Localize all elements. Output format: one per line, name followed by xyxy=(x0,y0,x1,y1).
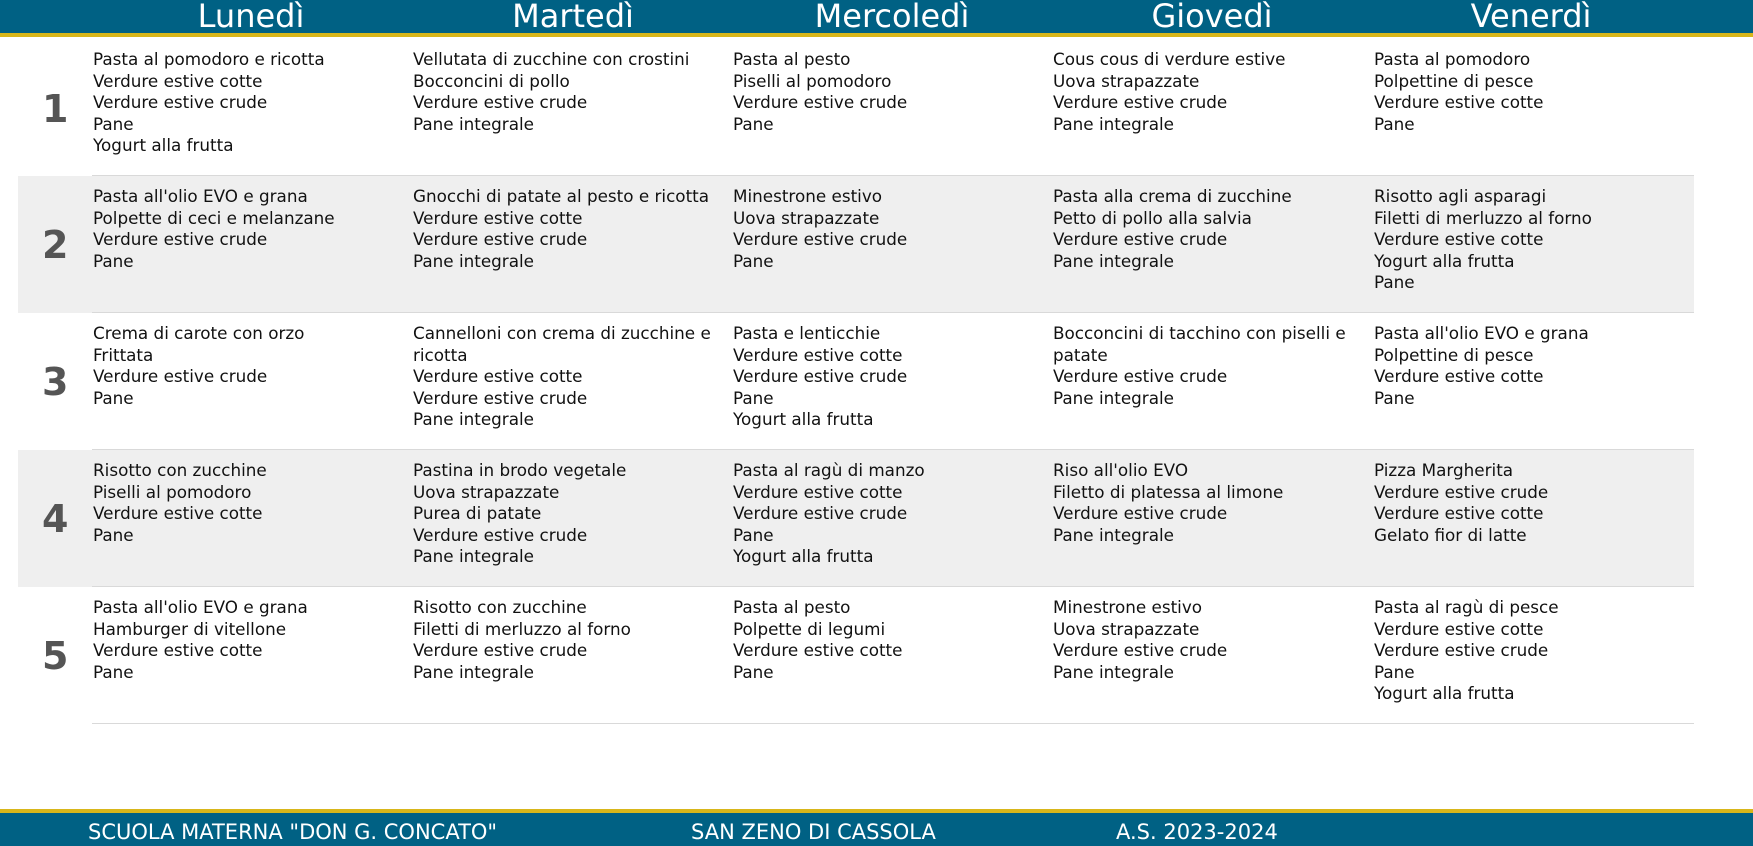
footer-bar xyxy=(0,809,1753,846)
menu-dish: Pane integrale xyxy=(1053,661,1174,682)
menu-dish: Purea di patate xyxy=(413,503,542,523)
day-title-friday: Venerdì xyxy=(1470,0,1592,35)
menu-dish: Verdure estive crude xyxy=(1053,503,1228,523)
menu-dish: Pasta al pesto xyxy=(733,597,851,617)
menu-dish: Cous cous di verdure estive xyxy=(1053,49,1286,69)
week-number-3: 3 xyxy=(42,360,69,404)
menu-dish: Minestrone estivo xyxy=(1053,597,1203,617)
menu-dish: Verdure estive crude xyxy=(1374,640,1549,660)
menu-cell-week-3-wednesday xyxy=(733,323,1033,431)
menu-dish: Piselli al pomodoro xyxy=(93,481,252,502)
menu-dish: Pane xyxy=(93,113,134,134)
menu-dish: Verdure estive cotte xyxy=(1374,503,1544,523)
menu-dish: Pane integrale xyxy=(1053,250,1174,271)
weekday-header xyxy=(0,0,1753,37)
menu-dish: Vellutata di zucchine con crostini xyxy=(413,49,690,69)
day-title-tuesday: Martedì xyxy=(512,0,634,35)
menu-dish: Verdure estive crude xyxy=(93,229,268,249)
menu-dish: Verdure estive crude xyxy=(1053,640,1228,660)
menu-dish: Gelato fior di latte xyxy=(1374,524,1527,545)
menu-dish: Yogurt alla frutta xyxy=(93,135,234,155)
menu-dish: Bocconcini di pollo xyxy=(413,70,570,91)
menu-dish: Verdure estive cotte xyxy=(733,344,903,365)
menu-dish: Piselli al pomodoro xyxy=(733,70,892,91)
menu-dish: Pane xyxy=(733,250,774,271)
menu-dish: Pasta alla crema di zucchine xyxy=(1053,186,1292,206)
menu-dish: Pane xyxy=(733,387,774,408)
menu-dish: Verdure estive crude xyxy=(1374,481,1549,502)
menu-dish: Pane xyxy=(93,250,134,271)
menu-cell-week-5-tuesday xyxy=(413,597,713,683)
menu-cell-week-5-thursday xyxy=(1053,597,1353,683)
menu-dish: Pasta al pesto xyxy=(733,49,851,69)
menu-dish: Filetto di platessa al limone xyxy=(1053,481,1284,502)
day-title-thursday: Giovedì xyxy=(1151,0,1273,35)
menu-cell-week-2-monday xyxy=(93,186,393,272)
menu-dish: Risotto agli asparagi xyxy=(1374,186,1547,206)
menu-cell-week-4-thursday xyxy=(1053,460,1353,546)
row-divider xyxy=(92,723,1694,724)
week-number-5: 5 xyxy=(42,634,69,678)
menu-dish: Pasta al ragù di manzo xyxy=(733,460,925,480)
menu-dish: Verdure estive cotte xyxy=(733,640,903,660)
menu-cell-week-3-monday xyxy=(93,323,393,409)
menu-dish: Minestrone estivo xyxy=(733,186,883,206)
menu-dish: Verdure estive cotte xyxy=(413,207,583,228)
menu-dish: Verdure estive crude xyxy=(1053,92,1228,112)
menu-dish: Petto di pollo alla salvia xyxy=(1053,207,1252,228)
menu-dish: Yogurt alla frutta xyxy=(1374,250,1515,271)
menu-dish: Verdure estive crude xyxy=(413,229,588,249)
menu-cell-week-3-friday xyxy=(1374,323,1674,409)
menu-dish: Verdure estive crude xyxy=(93,366,268,386)
menu-dish: Pizza Margherita xyxy=(1374,460,1514,480)
menu-dish: Verdure estive crude xyxy=(733,229,908,249)
week-number-4: 4 xyxy=(42,497,69,541)
menu-dish: Cannelloni con crema di zucchine e ricotta xyxy=(413,323,711,365)
menu-dish: Polpette di ceci e melanzane xyxy=(93,207,335,228)
menu-dish: Pastina in brodo vegetale xyxy=(413,460,627,480)
day-title-monday: Lunedì xyxy=(197,0,305,35)
menu-cell-week-2-tuesday xyxy=(413,186,713,272)
menu-dish: Verdure estive cotte xyxy=(1374,229,1544,249)
menu-cell-week-1-thursday xyxy=(1053,49,1353,135)
menu-dish: Filetti di merluzzo al forno xyxy=(413,618,631,639)
menu-dish: Verdure estive crude xyxy=(93,92,268,112)
menu-dish: Verdure estive cotte xyxy=(93,640,263,660)
menu-dish: Pasta al pomodoro e ricotta xyxy=(93,49,325,69)
menu-dish: Pane xyxy=(93,661,134,682)
menu-dish: Uova strapazzate xyxy=(1053,618,1200,639)
menu-dish: Pane integrale xyxy=(413,250,534,271)
menu-dish: Pasta all'olio EVO e grana xyxy=(93,186,308,206)
menu-dish: Verdure estive crude xyxy=(1053,366,1228,386)
menu-dish: Gnocchi di patate al pesto e ricotta xyxy=(413,186,710,206)
menu-dish: Polpette di legumi xyxy=(733,618,886,639)
menu-dish: Pasta al ragù di pesce xyxy=(1374,597,1559,617)
menu-dish: Verdure estive crude xyxy=(413,92,588,112)
menu-dish: Verdure estive cotte xyxy=(1374,92,1544,112)
menu-dish: Verdure estive cotte xyxy=(93,70,263,91)
week-number-1: 1 xyxy=(42,87,69,131)
menu-cell-week-4-friday xyxy=(1374,460,1674,546)
menu-dish: Pane integrale xyxy=(413,661,534,682)
menu-cell-week-5-monday xyxy=(93,597,393,683)
menu-dish: Pane xyxy=(1374,272,1415,292)
menu-cell-week-5-wednesday xyxy=(733,597,1033,683)
week-number-2: 2 xyxy=(42,223,69,267)
menu-cell-week-3-tuesday xyxy=(413,323,713,431)
menu-dish: Frittata xyxy=(93,344,154,365)
menu-cell-week-5-friday xyxy=(1374,597,1674,705)
menu-dish: Pane xyxy=(93,524,134,545)
menu-dish: Pasta all'olio EVO e grana xyxy=(93,597,308,617)
menu-dish: Hamburger di vitellone xyxy=(93,618,287,639)
menu-dish: Riso all'olio EVO xyxy=(1053,460,1189,480)
menu-dish: Verdure estive crude xyxy=(413,387,588,408)
menu-dish: Verdure estive crude xyxy=(413,640,588,660)
menu-dish: Verdure estive cotte xyxy=(733,481,903,502)
menu-dish: Yogurt alla frutta xyxy=(733,409,874,429)
menu-dish: Uova strapazzate xyxy=(733,207,880,228)
menu-dish: Pane xyxy=(733,113,774,134)
menu-dish: Pane integrale xyxy=(1053,387,1174,408)
menu-dish: Yogurt alla frutta xyxy=(1374,683,1515,703)
menu-dish: Risotto con zucchine xyxy=(93,460,267,480)
menu-cell-week-4-monday xyxy=(93,460,393,546)
school-location: SAN ZENO DI CASSOLA xyxy=(691,820,936,844)
menu-dish: Pane xyxy=(93,387,134,408)
menu-dish: Risotto con zucchine xyxy=(413,597,587,617)
menu-dish: Crema di carote con orzo xyxy=(93,323,305,343)
menu-cell-week-2-friday xyxy=(1374,186,1674,294)
menu-dish: Pane xyxy=(733,524,774,545)
menu-dish: Pane xyxy=(1374,113,1415,134)
menu-dish: Pane integrale xyxy=(413,546,534,566)
menu-cell-week-2-wednesday xyxy=(733,186,1033,272)
menu-dish: Verdure estive crude xyxy=(413,524,588,545)
menu-dish: Uova strapazzate xyxy=(413,481,560,502)
menu-dish: Bocconcini di tacchino con piselli e patate xyxy=(1053,323,1346,365)
menu-dish: Verdure estive crude xyxy=(733,92,908,112)
menu-dish: Pane xyxy=(1374,387,1415,408)
menu-dish: Pane xyxy=(1374,661,1415,682)
menu-dish: Verdure estive cotte xyxy=(93,503,263,523)
menu-dish: Pasta al pomodoro xyxy=(1374,49,1531,69)
menu-dish: Verdure estive crude xyxy=(733,366,908,386)
menu-dish: Pane integrale xyxy=(413,409,534,429)
menu-cell-week-2-thursday xyxy=(1053,186,1353,272)
menu-dish: Pane xyxy=(733,661,774,682)
menu-dish: Verdure estive cotte xyxy=(1374,618,1544,639)
menu-dish: Verdure estive crude xyxy=(733,503,908,523)
menu-cell-week-1-tuesday xyxy=(413,49,713,135)
menu-dish: Verdure estive cotte xyxy=(413,366,583,386)
menu-dish: Polpettine di pesce xyxy=(1374,344,1534,365)
menu-cell-week-4-tuesday xyxy=(413,460,713,568)
school-year: A.S. 2023-2024 xyxy=(1116,820,1278,844)
menu-dish: Pane integrale xyxy=(413,113,534,134)
menu-dish: Polpettine di pesce xyxy=(1374,70,1534,91)
weekly-menu-table xyxy=(0,39,1753,725)
menu-cell-week-1-wednesday xyxy=(733,49,1033,135)
menu-dish: Pane integrale xyxy=(1053,524,1174,545)
menu-cell-week-1-friday xyxy=(1374,49,1674,135)
menu-cell-week-4-wednesday xyxy=(733,460,1033,568)
menu-dish: Pane integrale xyxy=(1053,113,1174,134)
menu-dish: Yogurt alla frutta xyxy=(733,546,874,566)
menu-cell-week-3-thursday xyxy=(1053,323,1353,409)
school-name: SCUOLA MATERNA "DON G. CONCATO" xyxy=(88,820,498,844)
day-title-wednesday: Mercoledì xyxy=(814,0,970,35)
menu-cell-week-1-monday xyxy=(93,49,393,157)
menu-dish: Pasta all'olio EVO e grana xyxy=(1374,323,1589,343)
menu-dish: Verdure estive crude xyxy=(1053,229,1228,249)
menu-dish: Uova strapazzate xyxy=(1053,70,1200,91)
menu-dish: Filetti di merluzzo al forno xyxy=(1374,207,1592,228)
menu-dish: Verdure estive cotte xyxy=(1374,366,1544,386)
menu-dish: Pasta e lenticchie xyxy=(733,323,881,343)
